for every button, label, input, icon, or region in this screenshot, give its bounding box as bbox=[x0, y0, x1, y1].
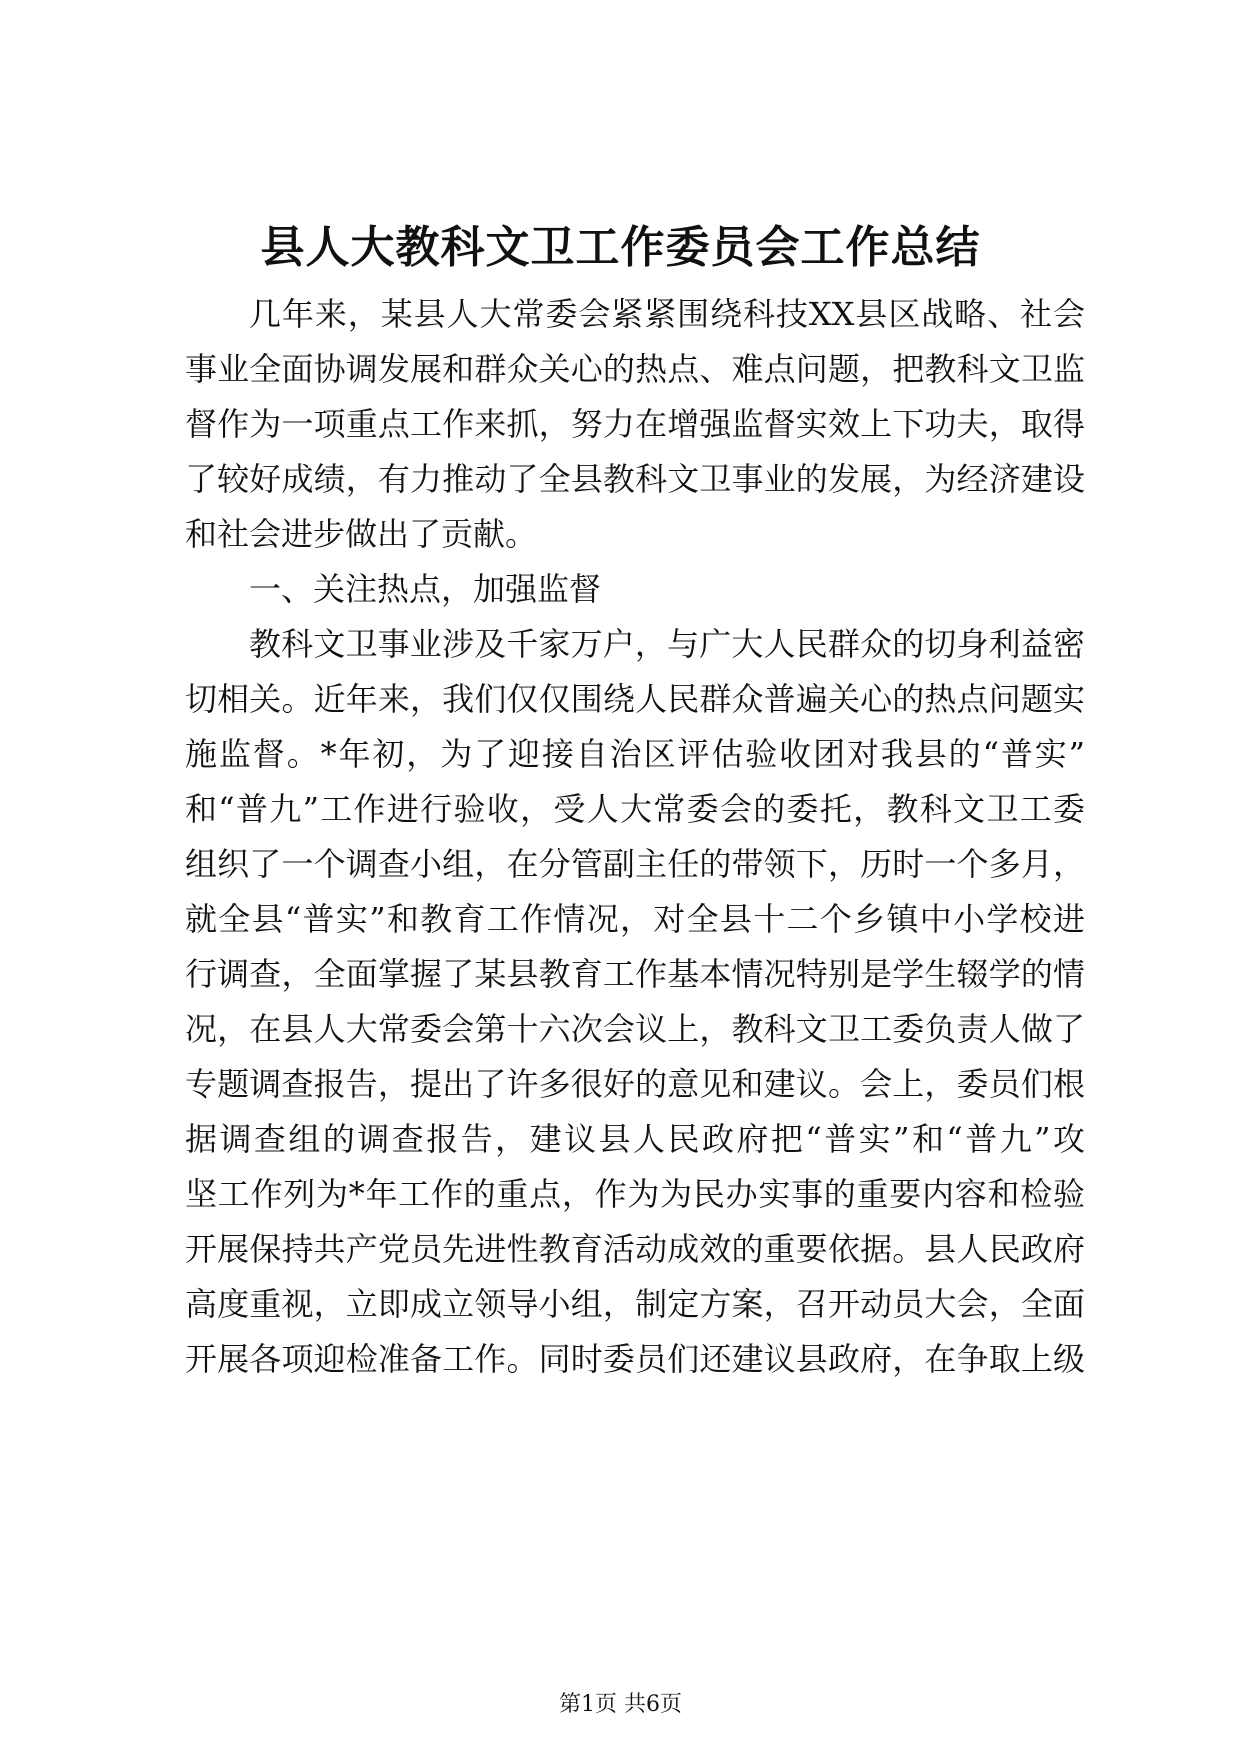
paragraph-line: 坚工作列为*年工作的重点，作为为民办实事的重要内容和检验 bbox=[185, 1175, 1085, 1213]
paragraph-line: 况，在县人大常委会第十六次会议上，教科文卫工委负责人做了 bbox=[185, 1010, 1085, 1048]
paragraph-line: 督作为一项重点工作来抓，努力在增强监督实效上下功夫，取得 bbox=[185, 405, 1085, 443]
paragraph-line: 开展保持共产党员先进性教育活动成效的重要依据。县人民政府 bbox=[185, 1230, 1085, 1268]
paragraph-line: 据调查组的调查报告，建议县人民政府把“普实”和“普九”攻 bbox=[185, 1120, 1085, 1158]
paragraph-line: 几年来，某县人大常委会紧紧围绕科技XX县区战略、社会 bbox=[249, 295, 1085, 333]
paragraph-line: 高度重视，立即成立领导小组，制定方案，召开动员大会，全面 bbox=[185, 1285, 1085, 1323]
paragraph-line: 切相关。近年来，我们仅仅围绕人民群众普遍关心的热点问题实 bbox=[185, 680, 1085, 718]
paragraph-line: 专题调查报告，提出了许多很好的意见和建议。会上，委员们根 bbox=[185, 1065, 1085, 1103]
paragraph-line: 教科文卫事业涉及千家万户，与广大人民群众的切身利益密 bbox=[249, 625, 1085, 663]
page-title: 县人大教科文卫工作委员会工作总结 bbox=[260, 222, 981, 273]
paragraph-line: 事业全面协调发展和群众关心的热点、难点问题，把教科文卫监 bbox=[185, 350, 1085, 388]
paragraph-line: 和社会进步做出了贡献。 bbox=[185, 515, 538, 553]
paragraph-line: 组织了一个调查小组，在分管副主任的带领下，历时一个多月， bbox=[185, 845, 1085, 883]
page-footer: 第1页 共6页 bbox=[559, 1692, 682, 1717]
section-heading: 一、关注热点，加强监督 bbox=[249, 570, 602, 608]
paragraph-line: 行调查，全面掌握了某县教育工作基本情况特别是学生辍学的情 bbox=[185, 955, 1085, 993]
paragraph-line: 施监督。*年初，为了迎接自治区评估验收团对我县的“普实” bbox=[185, 735, 1085, 773]
paragraph-line: 开展各项迎检准备工作。同时委员们还建议县政府，在争取上级 bbox=[185, 1340, 1085, 1378]
paragraph-line: 了较好成绩，有力推动了全县教科文卫事业的发展，为经济建设 bbox=[185, 460, 1085, 498]
paragraph-line: 和“普九”工作进行验收，受人大常委会的委托，教科文卫工委 bbox=[185, 790, 1085, 828]
paragraph-line: 就全县“普实”和教育工作情况，对全县十二个乡镇中小学校进 bbox=[185, 900, 1085, 938]
